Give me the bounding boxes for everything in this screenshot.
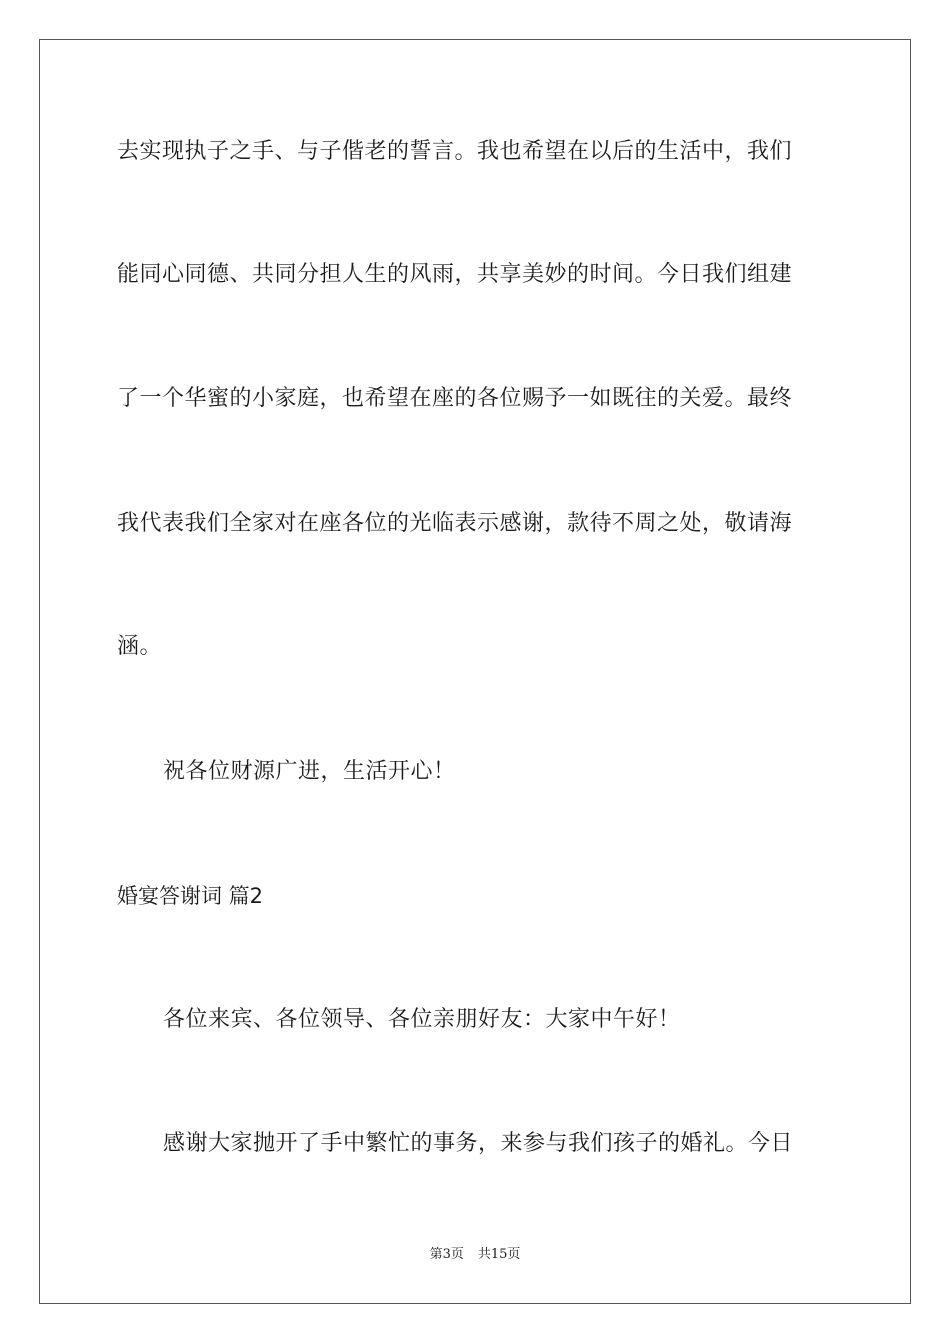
body-line-3: 了一个华蜜的小家庭，也希望在座的各位赐予一如既往的关爱。最终: [117, 386, 793, 411]
page-footer: [0, 1246, 950, 1264]
body-line-1: 去实现执子之手、与子偕老的誓言。我也希望在以后的生活中，我们: [117, 139, 793, 164]
body-line-4: 我代表我们全家对在座各位的光临表示感谢，款待不周之处，敬请海: [117, 511, 793, 536]
page-number: 第3页: [429, 1247, 464, 1262]
greeting-paragraph: 各位来宾、各位领导、各位亲朋好友：大家中午好！: [163, 1007, 681, 1032]
thanks-paragraph: 感谢大家抛开了手中繁忙的事务，来参与我们孩子的婚礼。今日: [163, 1131, 794, 1156]
body-line-5: 涵。: [117, 634, 163, 659]
section-title: 婚宴答谢词 篇2: [117, 884, 264, 908]
blessing-paragraph: 祝各位财源广进，生活开心！: [163, 759, 456, 784]
page-border: [39, 39, 911, 1304]
page-total: 共15页: [477, 1247, 521, 1262]
body-line-2: 能同心同德、共同分担人生的风雨，共享美妙的时间。今日我们组建: [117, 262, 793, 287]
